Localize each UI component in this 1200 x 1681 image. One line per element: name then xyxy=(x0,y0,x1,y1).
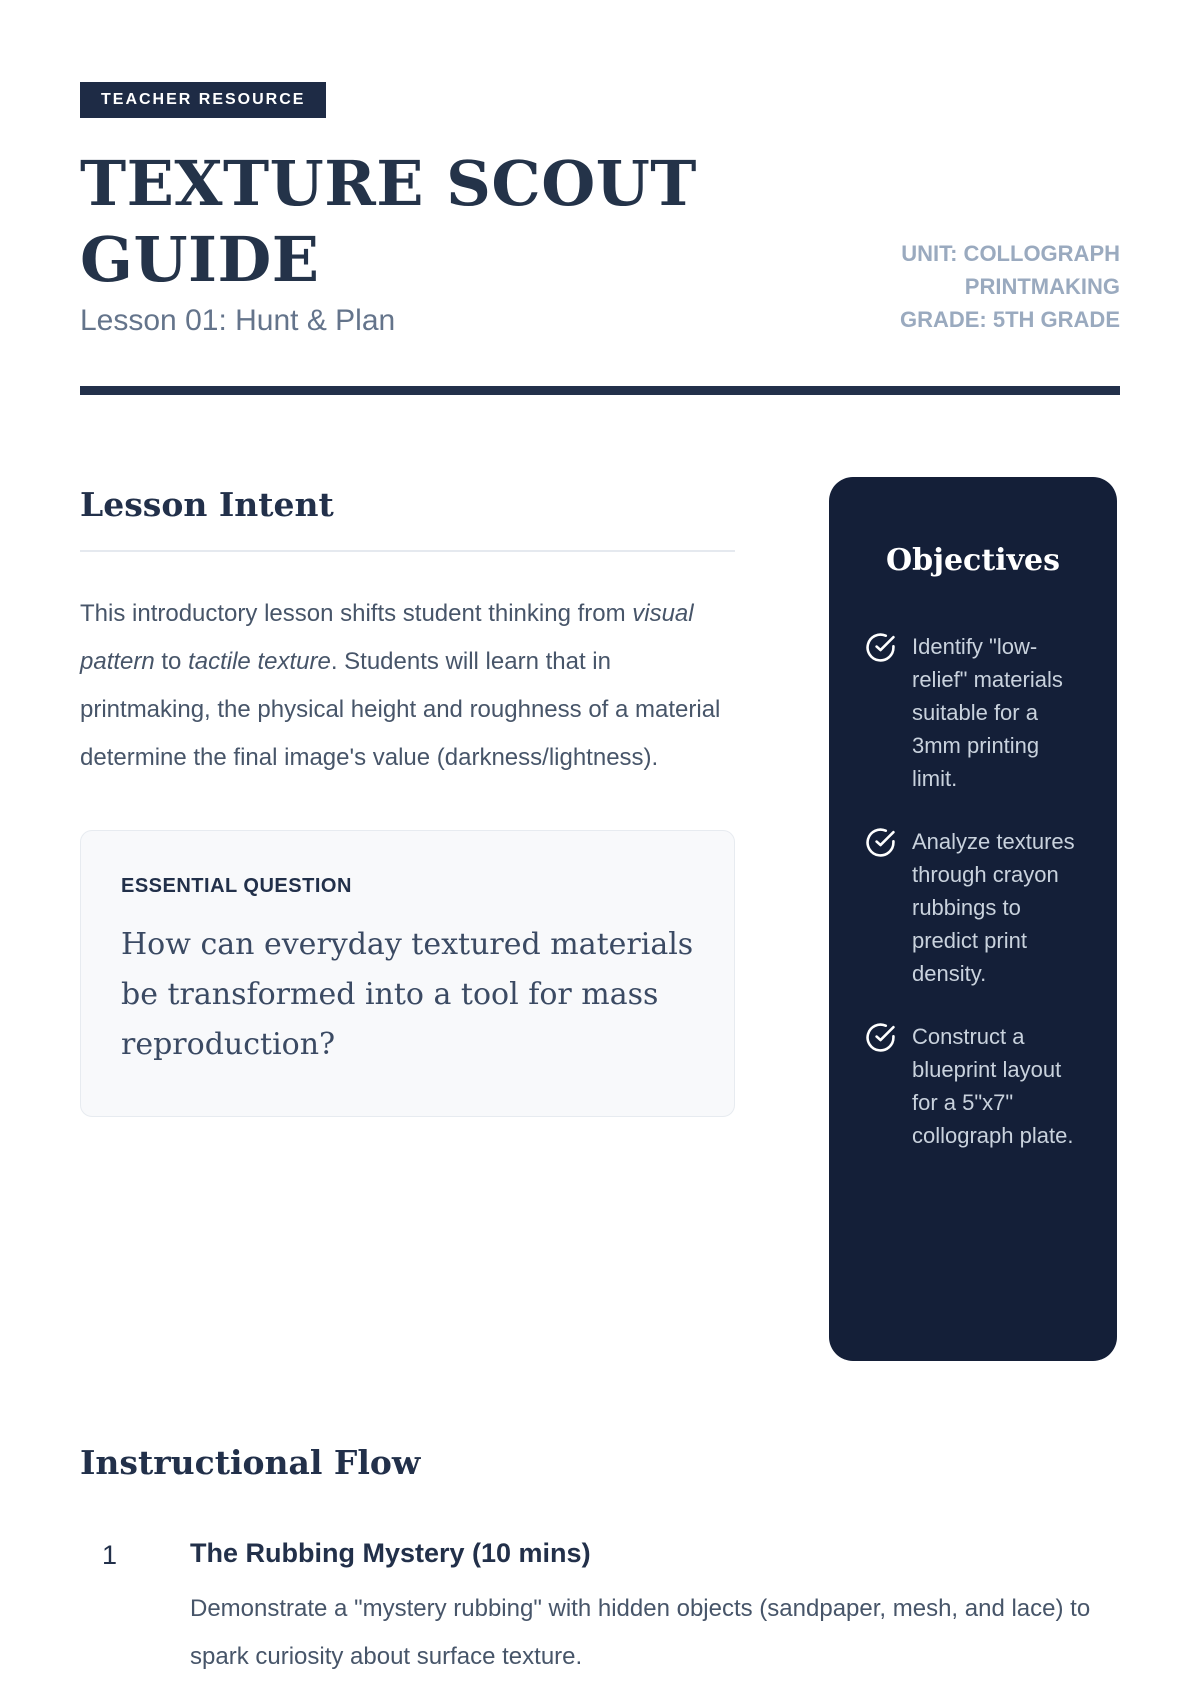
instructional-flow-section xyxy=(80,1443,1120,1681)
lesson-intent-section xyxy=(80,485,735,1117)
check-circle-icon xyxy=(865,827,896,858)
objectives-heading: Objectives xyxy=(886,543,1060,578)
teacher-resource-badge: TEACHER RESOURCE xyxy=(80,82,326,118)
objective-item xyxy=(865,1020,1081,1152)
objective-item xyxy=(865,825,1081,990)
main-content xyxy=(80,485,1120,1361)
header-divider-bar xyxy=(80,386,1120,395)
essential-question-text: How can everyday textured materials be transformed into a tool for mass reproduction? xyxy=(121,927,694,1062)
step-title: The Rubbing Mystery (10 mins) xyxy=(190,1538,591,1568)
step-number: 1 xyxy=(102,1540,118,1570)
objective-text: Construct a blueprint layout for a 5"x7" collograph plate. xyxy=(912,1024,1074,1148)
step-body xyxy=(190,1538,1120,1681)
essential-question-box xyxy=(80,830,735,1117)
step-description: Demonstrate a "mystery rubbing" with hidden objects (sandpaper, mesh, and lace) to spark curiosity about surface texture. xyxy=(190,1595,1091,1670)
header xyxy=(80,146,1120,338)
title-block xyxy=(80,146,770,338)
essential-question-label: ESSENTIAL QUESTION xyxy=(121,875,352,897)
lesson-intent-underline xyxy=(80,550,735,552)
check-circle-icon xyxy=(865,1022,896,1053)
page-subtitle: Lesson 01: Hunt & Plan xyxy=(80,304,396,337)
grade-meta: GRADE: 5TH GRADE xyxy=(899,307,1120,332)
objective-item xyxy=(865,630,1081,795)
objective-text: Analyze textures through crayon rubbings to predict print density. xyxy=(912,829,1075,986)
lesson-intent-heading: Lesson Intent xyxy=(80,485,334,524)
flow-step-1 xyxy=(80,1538,1120,1681)
unit-meta: UNIT: COLLOGRAPH PRINTMAKING xyxy=(901,241,1120,299)
check-circle-icon xyxy=(865,632,896,663)
objectives-card xyxy=(829,477,1117,1361)
unit-grade-meta xyxy=(860,237,1120,338)
objective-text: Identify "low-relief" materials suitable for a 3mm printing limit. xyxy=(912,634,1063,791)
page-title: TEXTURE SCOUT GUIDE xyxy=(80,147,697,296)
lesson-intent-paragraph: This introductory lesson shifts student thinking from visual pattern to tactile texture. Students will learn that in printmaking, the physical height and roughness of a material determine the final image's value (darkness/lightness). xyxy=(80,600,721,771)
instructional-flow-heading: Instructional Flow xyxy=(80,1443,421,1482)
